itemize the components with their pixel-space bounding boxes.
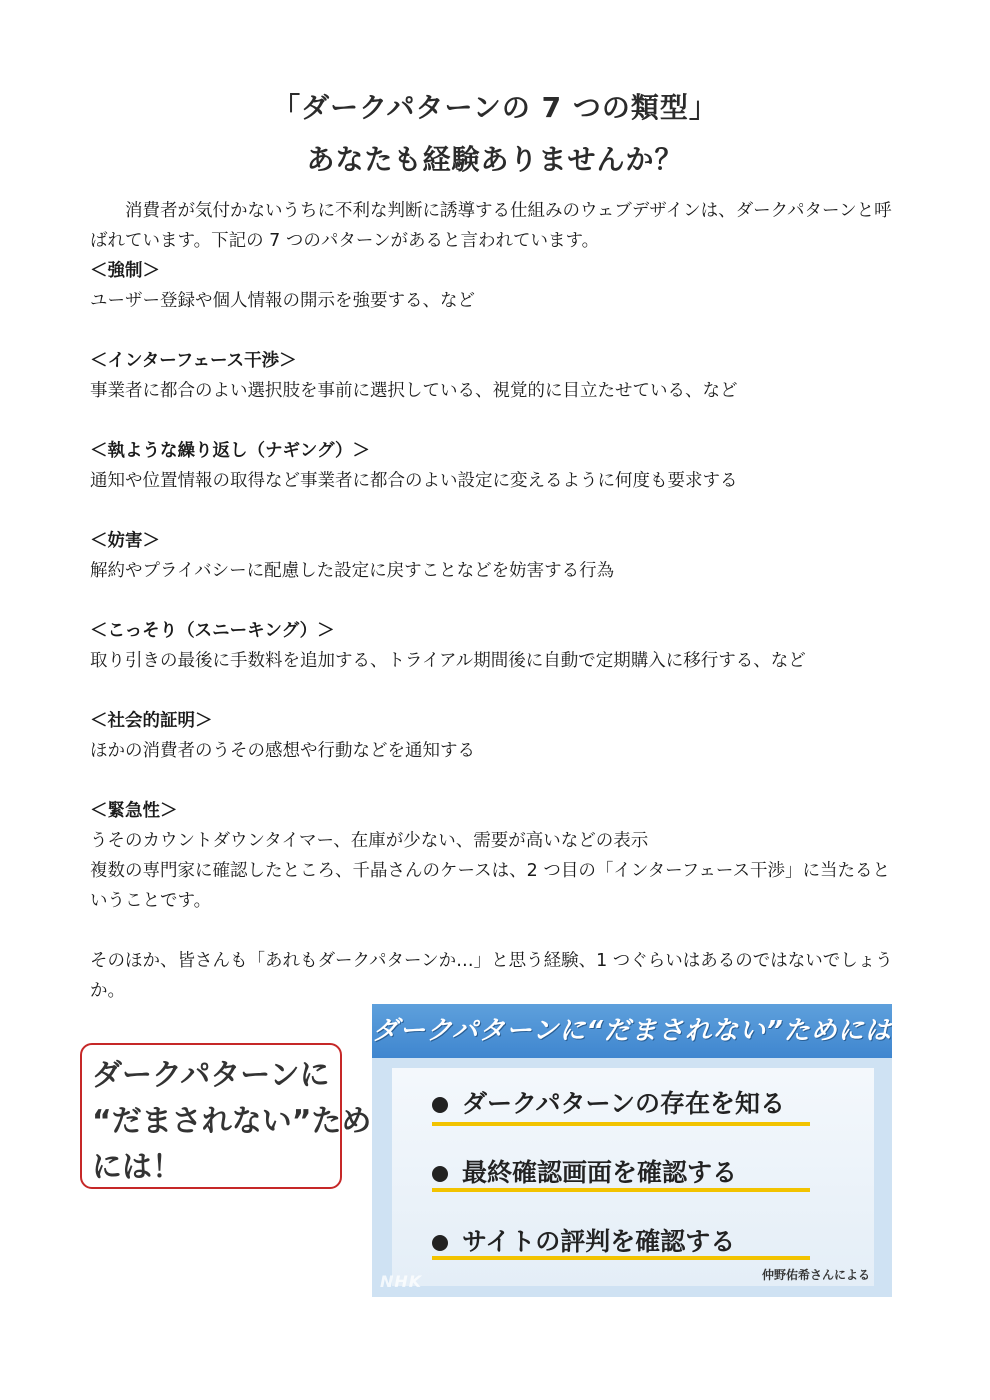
tip-underline	[432, 1188, 810, 1192]
tip-underline	[432, 1256, 810, 1260]
pattern-description: 事業者に都合のよい選択肢を事前に選択している、視覚的に目立たせている、など	[90, 381, 738, 401]
pattern-heading: ＜執ような繰り返し（ナギング）＞	[90, 441, 370, 461]
tip-item	[432, 1222, 735, 1258]
pattern-heading: ＜こっそり（スニーキング）＞	[90, 621, 335, 641]
tip-underline	[432, 1122, 810, 1126]
callout-box	[80, 1043, 372, 1189]
pattern-description: ユーザー登録や個人情報の開示を強要する、など	[90, 291, 475, 311]
pattern-description: 解約やプライバシーに配慮した設定に戻すことなどを妨害する行為	[90, 561, 615, 581]
tip-text: 最終確認画面を確認する	[462, 1158, 738, 1187]
tip-text: ダークパターンの存在を知る	[462, 1089, 786, 1118]
nhk-logo: NHK	[380, 1272, 423, 1291]
panel-credit: 仲野佑希さんによる	[761, 1268, 870, 1282]
tips-panel-image	[372, 1004, 892, 1297]
pattern-heading: ＜強制＞	[90, 261, 160, 281]
expert-note: 複数の専門家に確認したところ、千晶さんのケースは、2 つ目の「インターフェース干渉」に当たるということです。	[90, 861, 890, 911]
page-title: 「ダークパターンの 7 つの類型」	[272, 91, 718, 124]
tip-item	[432, 1084, 785, 1120]
tip-item	[432, 1153, 737, 1189]
pattern-description: 通知や位置情報の取得など事業者に都合のよい設定に変えるように何度も要求する	[90, 471, 738, 491]
bullet-icon	[432, 1235, 448, 1251]
bullet-icon	[432, 1166, 448, 1182]
callout-line: ダークパターンに	[92, 1058, 330, 1093]
article-body	[90, 196, 900, 1006]
pattern-description: うそのカウントダウンタイマー、在庫が少ない、需要が高いなどの表示	[90, 831, 649, 851]
pattern-heading: ＜社会的証明＞	[90, 711, 213, 731]
pattern-description: 取り引きの最後に手数料を追加する、トライアル期間後に自動で定期購入に移行する、など	[90, 651, 806, 671]
pattern-heading: ＜緊急性＞	[90, 801, 178, 821]
panel-header: ダークパターンに“だまされない”ためには	[372, 1004, 892, 1058]
closing-paragraph: そのほか、皆さんも「あれもダークパターンか…」と思う経験、1 つぐらいはあるのではないでしょうか。	[90, 951, 893, 1001]
tip-text: サイトの評判を確認する	[462, 1227, 736, 1256]
intro-paragraph: 消費者が気付かないうちに不利な判断に誘導する仕組みのウェブデザインは、ダークパターンと呼ばれています。下記の 7 つのパターンがあると言われています。	[90, 201, 892, 251]
pattern-heading: ＜妨害＞	[90, 531, 160, 551]
page-subtitle: あなたも経験ありませんか？	[306, 143, 684, 176]
pattern-heading: ＜インターフェース干渉＞	[90, 351, 297, 371]
pattern-description: ほかの消費者のうその感想や行動などを通知する	[90, 741, 475, 761]
callout-line: “だまされない”ため	[92, 1104, 372, 1139]
bullet-icon	[432, 1097, 448, 1113]
callout-line: には！	[92, 1150, 182, 1185]
